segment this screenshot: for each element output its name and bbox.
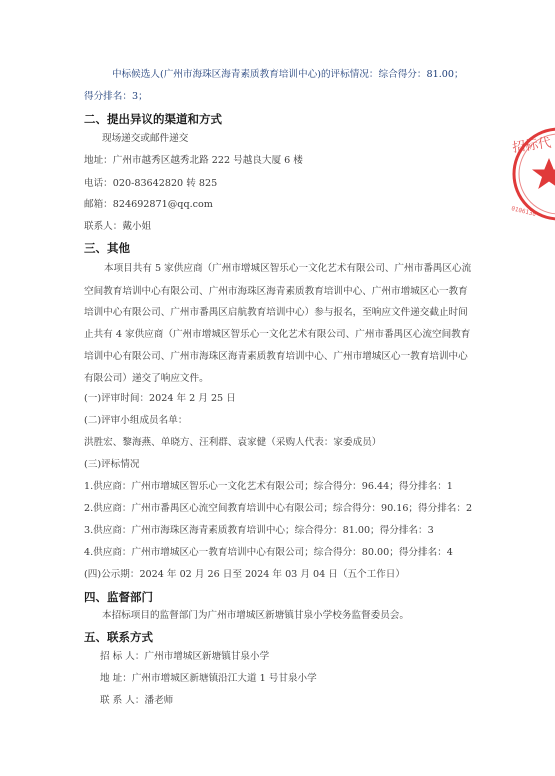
contact-person: 联 系 人：潘老师 — [100, 695, 174, 706]
publicity-period: (四)公示期：2024 年 02 月 26 日至 2024 年 03 月 04 日（五个工作日） — [84, 569, 405, 580]
section-5-title: 五、联系方式 — [84, 630, 153, 644]
objection-address: 地址：广州市越秀区越秀北路 222 号越良大厦 6 楼 — [84, 155, 303, 166]
section-3-para-line: 本项目共有 5 家供应商（广州市增城区智乐心一文化艺术有限公司、广州市番禺区心流 — [104, 263, 472, 274]
intro-line-1: 中标候选人(广州市海珠区海青素质教育培训中心)的评标情况：综合得分：81.00； — [112, 69, 464, 80]
section-3-para-line: 空间教育培训中心有限公司、广州市海珠区海青素质教育培训中心、广州市增城区心一教育 — [84, 286, 468, 297]
section-3-title: 三、其他 — [84, 241, 130, 255]
result-item: 2.供应商：广州市番禺区心流空间教育培训中心有限公司；综合得分：90.16；得分排名：2 — [84, 503, 473, 514]
section-4-title: 四、监督部门 — [84, 590, 153, 604]
contact-address: 地 址：广州市增城区新塘镇沿江大道 1 号甘泉小学 — [100, 673, 317, 684]
intro-line-2: 得分排名：3； — [84, 91, 148, 102]
review-time: (一)评审时间：2024 年 2 月 25 日 — [84, 393, 236, 404]
section-3-para-line: 培训中心有限公司、广州市番禺区启航教育培训中心）参与报名，至响应文件递交截止时间 — [84, 307, 468, 318]
panel-members: 洪胜宏、黎海燕、单晓方、汪利群、袁家健（采购人代表：家委成员） — [84, 437, 382, 448]
supervision-text: 本招标项目的监督部门为广州市增城区新塘镇甘泉小学校务监督委员会。 — [102, 610, 409, 621]
seal-star-icon — [532, 158, 555, 189]
result-item: 1.供应商：广州市增城区智乐心一文化艺术有限公司；综合得分：96.44；得分排名：1 — [84, 481, 453, 492]
section-3-para-line: 止共有 4 家供应商（广州市增城区智乐心一文化艺术有限公司、广州市番禺区心流空间教育 — [84, 329, 471, 340]
objection-phone: 电话：020-83642820 转 825 — [84, 178, 218, 189]
objection-contact: 联系人：戴小姐 — [84, 221, 152, 232]
result-item: 4.供应商：广州市增城区心一教育培训中心有限公司；综合得分：80.00；得分排名：4 — [84, 547, 453, 558]
objection-method: 现场递交或邮件递交 — [102, 133, 189, 144]
results-title: (三)评标情况 — [84, 459, 140, 470]
contact-tenderer: 招 标 人：广州市增城区新塘镇甘泉小学 — [100, 651, 270, 662]
section-2-title: 二、提出异议的渠道和方式 — [84, 112, 222, 126]
svg-text:招标代: 招标代 — [511, 135, 553, 156]
result-item: 3.供应商：广州市海珠区海青素质教育培训中心；综合得分：81.00；得分排名：3 — [84, 525, 434, 536]
panel-title: (二)评审小组成员名单： — [84, 415, 188, 426]
objection-email: 邮箱：824692871@qq.com — [84, 199, 213, 210]
section-3-para-line: 培训中心有限公司、广州市海珠区海青素质教育培训中心、广州市增城区心一教育培训中心 — [84, 351, 468, 362]
official-seal-stamp — [509, 124, 555, 234]
svg-text:0106130: 0106130 — [510, 205, 537, 219]
section-3-para-line: 有限公司）递交了响应文件。 — [84, 373, 209, 384]
